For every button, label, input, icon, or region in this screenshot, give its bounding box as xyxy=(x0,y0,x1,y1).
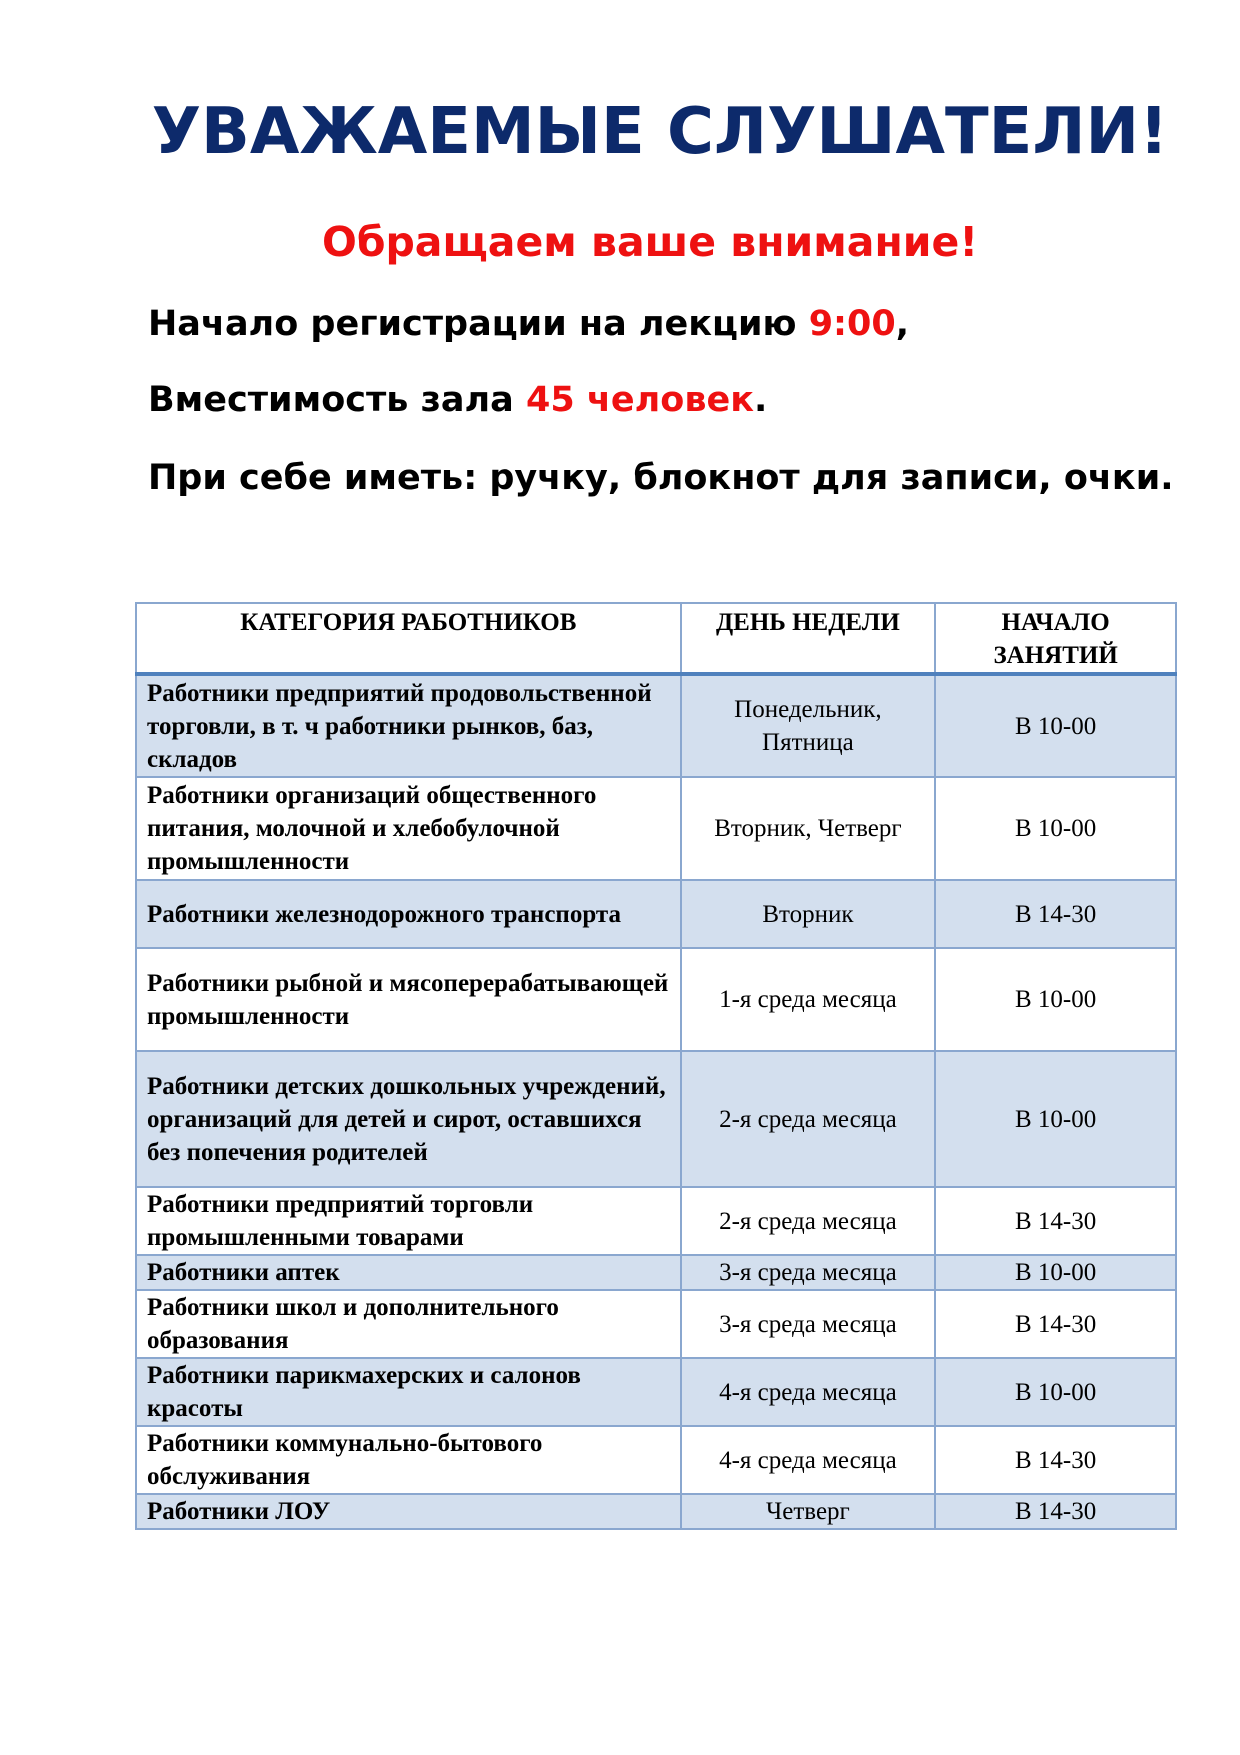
row-day: 1-я среда месяца xyxy=(681,948,936,1051)
table-header-row xyxy=(136,603,1176,674)
table-row xyxy=(136,880,1176,948)
row-category: Работники коммунально-бытового обслуживания xyxy=(136,1426,681,1494)
row-day: Вторник, Четверг xyxy=(681,777,936,880)
registration-label: Начало регистрации на лекцию xyxy=(148,304,809,344)
header-category: КАТЕГОРИЯ РАБОТНИКОВ xyxy=(136,603,681,674)
table-row xyxy=(136,1494,1176,1529)
table-row xyxy=(136,1426,1176,1494)
row-start: В 14-30 xyxy=(935,880,1176,948)
row-day: 4-я среда месяца xyxy=(681,1426,936,1494)
row-day: Вторник xyxy=(681,880,936,948)
header-day: ДЕНЬ НЕДЕЛИ xyxy=(681,603,936,674)
row-category: Работники школ и дополнительного образования xyxy=(136,1290,681,1358)
table-row xyxy=(136,1051,1176,1187)
row-start: В 10-00 xyxy=(935,1358,1176,1426)
row-start: В 10-00 xyxy=(935,948,1176,1051)
row-day: 2-я среда месяца xyxy=(681,1051,936,1187)
row-category: Работники предприятий торговли промышленными товарами xyxy=(136,1187,681,1255)
table-row xyxy=(136,674,1176,777)
row-category: Работники организаций общественного питания, молочной и хлебобулочной промышленности xyxy=(136,777,681,880)
table-row xyxy=(136,777,1176,880)
row-category: Работники рыбной и мясоперерабатывающей промышленности xyxy=(136,948,681,1051)
row-day: 2-я среда месяца xyxy=(681,1187,936,1255)
row-start: В 10-00 xyxy=(935,1255,1176,1290)
row-category: Работники парикмахерских и салонов красоты xyxy=(136,1358,681,1426)
registration-suffix: , xyxy=(895,304,910,344)
row-category: Работники детских дошкольных учреждений, организаций для детей и сирот, оставшихся без попечения родителей xyxy=(136,1051,681,1187)
bring-info: При себе иметь: ручку, блокнот для записи, очки. xyxy=(148,458,1174,498)
schedule-table xyxy=(135,602,1177,1530)
capacity-label: Вместимость зала xyxy=(148,380,526,420)
table-row xyxy=(136,1290,1176,1358)
row-start: В 14-30 xyxy=(935,1494,1176,1529)
registration-info xyxy=(148,304,909,344)
table-row xyxy=(136,948,1176,1051)
capacity-info xyxy=(148,380,767,420)
capacity-value: 45 человек xyxy=(525,380,754,420)
row-day: 3-я среда месяца xyxy=(681,1255,936,1290)
table-row xyxy=(136,1255,1176,1290)
row-day: 3-я среда месяца xyxy=(681,1290,936,1358)
row-category: Работники предприятий продовольственной торговли, в т. ч работники рынков, баз, складов xyxy=(136,674,681,777)
row-start: В 14-30 xyxy=(935,1426,1176,1494)
row-start: В 10-00 xyxy=(935,1051,1176,1187)
row-day: 4-я среда месяца xyxy=(681,1358,936,1426)
row-day: Понедельник, Пятница xyxy=(681,674,936,777)
row-category: Работники аптек xyxy=(136,1255,681,1290)
row-start: В 10-00 xyxy=(935,674,1176,777)
attention-subtitle: Обращаем ваше внимание! xyxy=(321,218,979,266)
page-title: УВАЖАЕМЫЕ СЛУШАТЕЛИ! xyxy=(151,95,1169,169)
header-start: НАЧАЛО ЗАНЯТИЙ xyxy=(935,603,1176,674)
table-row xyxy=(136,1187,1176,1255)
row-start: В 14-30 xyxy=(935,1290,1176,1358)
row-category: Работники железнодорожного транспорта xyxy=(136,880,681,948)
row-day: Четверг xyxy=(681,1494,936,1529)
registration-time: 9:00 xyxy=(808,304,896,344)
table-row xyxy=(136,1358,1176,1426)
row-start: В 10-00 xyxy=(935,777,1176,880)
capacity-suffix: . xyxy=(753,380,768,420)
row-category: Работники ЛОУ xyxy=(136,1494,681,1529)
row-start: В 14-30 xyxy=(935,1187,1176,1255)
